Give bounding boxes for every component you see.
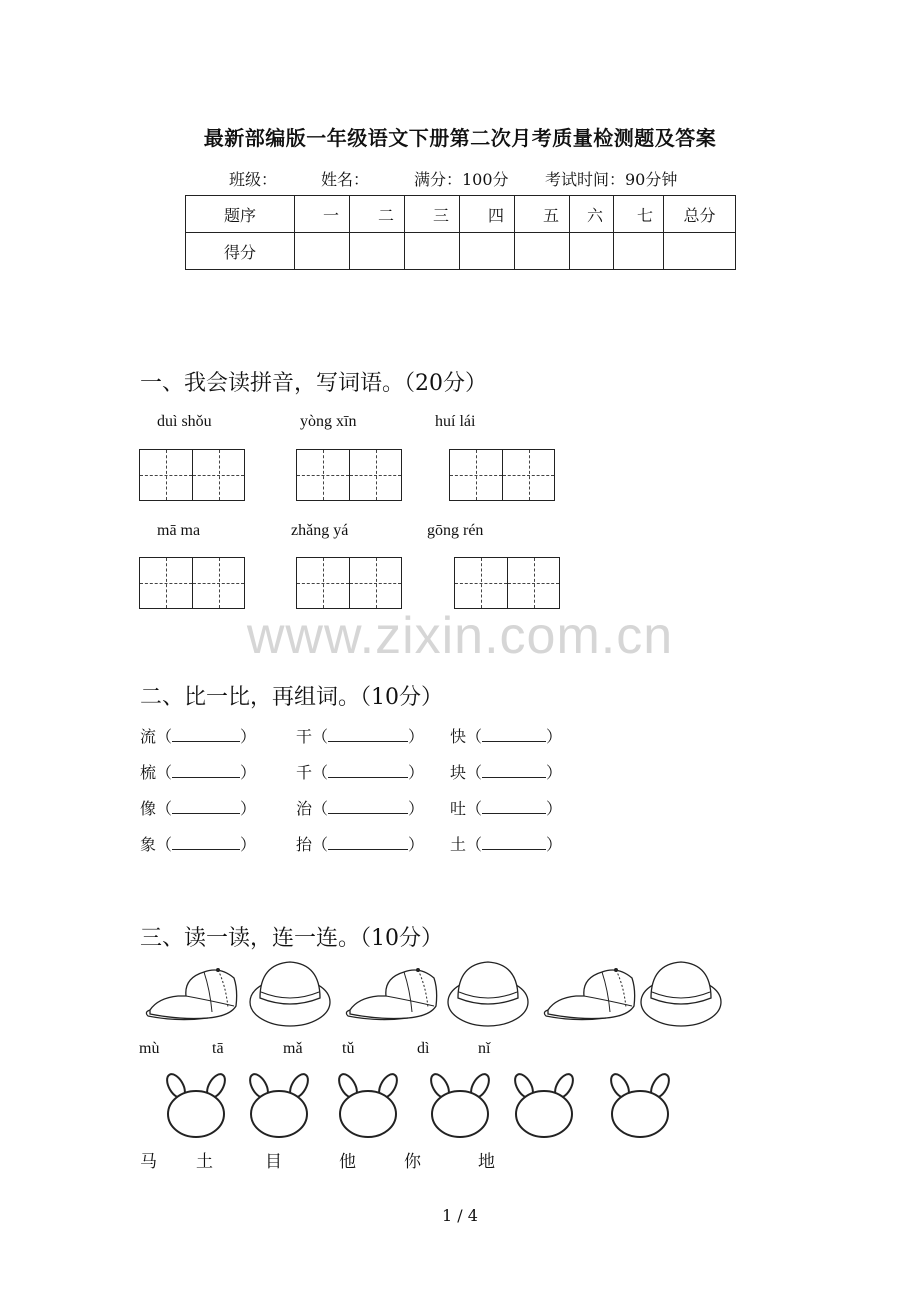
compare-char: 流 xyxy=(140,727,157,746)
compare-item xyxy=(140,832,256,855)
open-paren: （ xyxy=(312,763,329,782)
watermark: www.zixin.com.cn xyxy=(246,607,674,665)
compare-char: 象 xyxy=(140,835,157,854)
col-5: 五 xyxy=(515,196,570,233)
compare-char: 梳 xyxy=(140,763,157,782)
match-pinyin[interactable]: nǐ xyxy=(478,1040,491,1057)
answer-blank[interactable] xyxy=(172,727,240,742)
answer-blank[interactable] xyxy=(172,835,240,850)
cap-hat-3 xyxy=(544,968,634,1020)
compare-item xyxy=(450,760,562,783)
section1-title: 一、我会读拼音，写词语。（20分） xyxy=(140,371,487,396)
close-paren: ） xyxy=(240,835,257,854)
close-paren: ） xyxy=(240,727,257,746)
compare-item xyxy=(140,760,256,783)
open-paren: （ xyxy=(466,799,483,818)
compare-item xyxy=(140,796,256,819)
score-cell[interactable] xyxy=(460,233,515,270)
score-cell[interactable] xyxy=(515,233,570,270)
col-4: 四 xyxy=(460,196,515,233)
close-paren: ） xyxy=(240,763,257,782)
answer-blank[interactable] xyxy=(172,763,240,778)
match-pinyin[interactable]: tǔ xyxy=(342,1040,355,1057)
page-number: 1 / 4 xyxy=(442,1206,478,1225)
answer-blank[interactable] xyxy=(328,763,408,778)
open-paren: （ xyxy=(156,835,173,854)
page-title: 最新部编版一年级语文下册第二次月考质量检测题及答案 xyxy=(203,126,717,150)
col-1: 一 xyxy=(295,196,350,233)
compare-char: 治 xyxy=(296,799,313,818)
pinyin-4: mā ma xyxy=(157,522,201,539)
writing-grid-5[interactable] xyxy=(296,557,402,609)
writing-grid-4[interactable] xyxy=(139,557,245,609)
col-7: 七 xyxy=(614,196,664,233)
section3-title: 三、读一读，连一连。（10分） xyxy=(140,926,443,951)
match-pinyin[interactable]: mù xyxy=(139,1040,160,1057)
match-char[interactable]: 目 xyxy=(265,1152,282,1172)
rabbit-6 xyxy=(607,1071,672,1137)
compare-char: 干 xyxy=(296,727,313,746)
answer-blank[interactable] xyxy=(482,799,546,814)
bowl-hat-1 xyxy=(250,962,330,1026)
match-char[interactable]: 地 xyxy=(478,1152,495,1172)
writing-grid-2[interactable] xyxy=(296,449,402,501)
open-paren: （ xyxy=(466,727,483,746)
name-label: 姓名： xyxy=(321,170,370,189)
answer-blank[interactable] xyxy=(482,835,546,850)
open-paren: （ xyxy=(156,727,173,746)
score-table xyxy=(185,195,736,270)
close-paren: ） xyxy=(408,763,425,782)
row-label: 得分 xyxy=(186,233,295,270)
rabbit-4 xyxy=(427,1071,492,1137)
answer-blank[interactable] xyxy=(328,835,408,850)
answer-blank[interactable] xyxy=(482,763,546,778)
rabbit-5 xyxy=(511,1071,576,1137)
pinyin-3: huí lái xyxy=(435,413,476,430)
compare-item xyxy=(296,724,424,747)
score-cell[interactable] xyxy=(570,233,614,270)
answer-blank[interactable] xyxy=(328,727,408,742)
pinyin-6: gōng rén xyxy=(427,522,484,539)
close-paren: ） xyxy=(240,799,257,818)
writing-grid-6[interactable] xyxy=(454,557,560,609)
score-table-score-row xyxy=(186,233,736,270)
close-paren: ） xyxy=(546,763,563,782)
col-total: 总分 xyxy=(664,196,736,233)
close-paren: ） xyxy=(408,799,425,818)
match-char[interactable]: 他 xyxy=(339,1152,356,1172)
full-score-label: 满分：100分 xyxy=(414,170,509,189)
bowl-hat-2 xyxy=(448,962,528,1026)
match-char[interactable]: 土 xyxy=(196,1152,213,1172)
open-paren: （ xyxy=(466,835,483,854)
open-paren: （ xyxy=(156,763,173,782)
compare-item xyxy=(140,724,256,747)
exam-time-label: 考试时间：90分钟 xyxy=(545,170,678,189)
compare-char: 抬 xyxy=(296,835,313,854)
cap-hat-1 xyxy=(146,968,236,1020)
match-pinyin[interactable]: mǎ xyxy=(283,1040,303,1057)
compare-item xyxy=(296,796,424,819)
compare-item xyxy=(450,724,562,747)
bowl-hat-3 xyxy=(641,962,721,1026)
open-paren: （ xyxy=(312,835,329,854)
rabbits-illustration xyxy=(156,1068,686,1140)
compare-item xyxy=(296,760,424,783)
close-paren: ） xyxy=(408,727,425,746)
open-paren: （ xyxy=(466,763,483,782)
close-paren: ） xyxy=(408,835,425,854)
open-paren: （ xyxy=(312,799,329,818)
match-pinyin[interactable]: dì xyxy=(417,1040,430,1057)
compare-char: 快 xyxy=(450,727,467,746)
compare-char: 千 xyxy=(296,763,313,782)
writing-grid-1[interactable] xyxy=(139,449,245,501)
compare-char: 土 xyxy=(450,835,467,854)
score-cell[interactable] xyxy=(405,233,460,270)
answer-blank[interactable] xyxy=(482,727,546,742)
header-label: 题序 xyxy=(186,196,295,233)
answer-blank[interactable] xyxy=(328,799,408,814)
compare-char: 像 xyxy=(140,799,157,818)
col-6: 六 xyxy=(570,196,614,233)
compare-item xyxy=(450,832,562,855)
rabbit-1 xyxy=(163,1071,228,1137)
col-2: 二 xyxy=(350,196,405,233)
match-char[interactable]: 马 xyxy=(140,1152,157,1172)
compare-item xyxy=(450,796,562,819)
score-cell[interactable] xyxy=(295,233,350,270)
class-label: 班级： xyxy=(229,170,278,189)
answer-blank[interactable] xyxy=(172,799,240,814)
score-cell[interactable] xyxy=(614,233,664,270)
open-paren: （ xyxy=(156,799,173,818)
compare-item xyxy=(296,832,424,855)
score-table-header-row xyxy=(186,196,736,233)
pinyin-5: zhǎng yá xyxy=(291,522,349,539)
pinyin-1: duì shǒu xyxy=(157,413,212,430)
close-paren: ） xyxy=(546,835,563,854)
compare-char: 块 xyxy=(450,763,467,782)
cap-hat-2 xyxy=(346,968,436,1020)
hats-illustration xyxy=(138,956,728,1030)
pinyin-2: yòng xīn xyxy=(300,413,357,430)
open-paren: （ xyxy=(312,727,329,746)
score-cell[interactable] xyxy=(350,233,405,270)
close-paren: ） xyxy=(546,727,563,746)
writing-grid-3[interactable] xyxy=(449,449,555,501)
compare-char: 吐 xyxy=(450,799,467,818)
score-cell[interactable] xyxy=(664,233,736,270)
rabbit-2 xyxy=(246,1071,311,1137)
match-pinyin[interactable]: tā xyxy=(212,1040,224,1057)
match-char[interactable]: 你 xyxy=(404,1152,421,1172)
section2-title: 二、比一比，再组词。（10分） xyxy=(140,685,443,710)
close-paren: ） xyxy=(546,799,563,818)
rabbit-3 xyxy=(335,1071,400,1137)
col-3: 三 xyxy=(405,196,460,233)
